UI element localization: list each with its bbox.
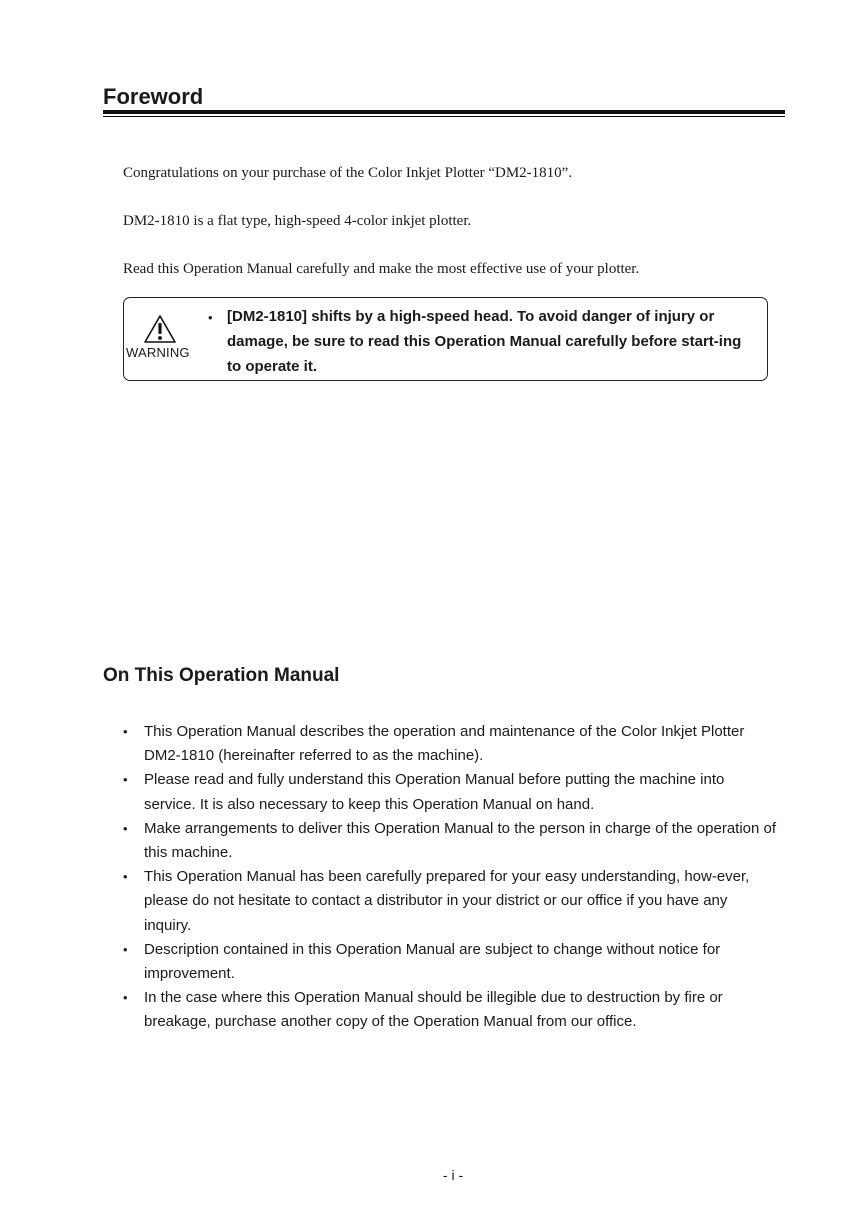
foreword-paragraph-2: DM2-1810 is a flat type, high-speed 4-color inkjet plotter. bbox=[123, 213, 472, 229]
list-item bbox=[123, 720, 778, 768]
bullet-dot: • bbox=[123, 820, 128, 836]
list-item bbox=[123, 768, 778, 816]
foreword-paragraph-1: Congratulations on your purchase of the Color Inkjet Plotter “DM2-1810”. bbox=[123, 165, 573, 181]
list-item-text: Please read and fully understand this Operation Manual before putting the machine into service. It is also necessary to keep this Operation Manual on hand. bbox=[144, 771, 725, 813]
list-item-text: In the case where this Operation Manual should be illegible due to destruction by fire or breakage, purchase another copy of the Operation Manual from our office. bbox=[144, 989, 723, 1031]
foreword-title: Foreword bbox=[103, 84, 204, 109]
list-item-text: Make arrangements to deliver this Operation Manual to the person in charge of the operation of this machine. bbox=[144, 819, 777, 862]
list-item bbox=[123, 817, 778, 865]
list-item bbox=[123, 865, 778, 938]
manual-bullet-list bbox=[123, 720, 778, 1035]
list-item-text: This Operation Manual describes the operation and maintenance of the Color Inkjet Plotter DM2-1810 (hereinafter referred to as the machine). bbox=[144, 723, 745, 765]
warning-triangle-icon bbox=[143, 314, 177, 344]
title-rule-thin bbox=[103, 116, 785, 117]
warning-text: [DM2-1810] shifts by a high-speed head. To avoid danger of injury or damage, be sure to read this Operation Manual carefully before start-ing to operate it. bbox=[227, 308, 742, 375]
warning-bullet: • bbox=[208, 310, 213, 325]
list-item-text: Description contained in this Operation Manual are subject to change without notice for improvement. bbox=[144, 940, 721, 983]
bullet-dot: • bbox=[123, 772, 128, 788]
bullet-dot: • bbox=[123, 990, 128, 1006]
list-item bbox=[123, 938, 778, 986]
foreword-paragraph-3: Read this Operation Manual carefully and make the most effective use of your plotter. bbox=[123, 261, 640, 277]
warning-label: WARNING bbox=[126, 345, 190, 360]
page-number: - i - bbox=[442, 1167, 464, 1183]
warning-box bbox=[123, 297, 768, 381]
title-rule-thick bbox=[103, 110, 785, 114]
bullet-dot: • bbox=[123, 941, 128, 957]
bullet-dot: • bbox=[123, 724, 128, 739]
bullet-dot: • bbox=[123, 869, 128, 885]
manual-section-title: On This Operation Manual bbox=[103, 665, 340, 686]
list-item bbox=[123, 986, 778, 1034]
list-item-text: This Operation Manual has been carefully prepared for your easy understanding, how-ever, please do not hesitate to contact a distributor in your district or our office if you have any inquiry. bbox=[144, 868, 750, 934]
